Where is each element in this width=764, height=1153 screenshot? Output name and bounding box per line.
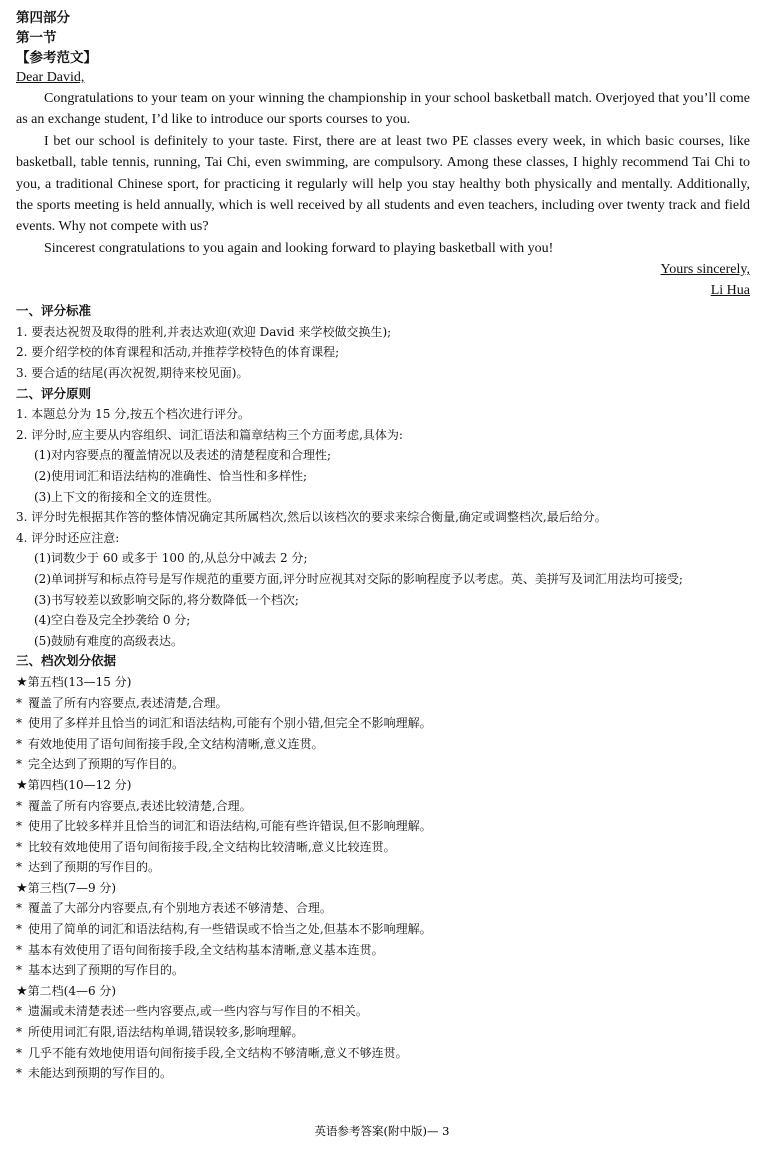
principle-subitem: (1)对内容要点的覆盖情况以及表述的清楚程度和合理性; xyxy=(34,448,332,463)
asterisk-icon: * xyxy=(16,942,22,957)
principle-subitem: (2)使用词汇和语法结构的准确性、恰当性和多样性; xyxy=(34,469,308,483)
star-icon: ★ xyxy=(16,777,28,793)
asterisk-icon: * xyxy=(16,1045,22,1060)
star-icon: ★ xyxy=(16,983,28,999)
asterisk-icon: * xyxy=(16,798,22,813)
tier-heading xyxy=(16,981,750,1002)
principle-subitem: (2)单词拼写和标点符号是写作规范的重要方面,评分时应视其对交际的影响程度予以考虑。英、美拼写及词汇用法均可接受; xyxy=(34,571,683,586)
principle-item: 1. 本题总分为 15 分,按五个档次进行评分。 xyxy=(16,407,250,422)
star-icon: ★ xyxy=(16,674,28,690)
principle-subitem: (3)书写较差以致影响交际的,将分数降低一个档次; xyxy=(34,592,299,607)
tier-point xyxy=(16,693,750,714)
tier-point-text: 使用了多样并且恰当的词汇和语法结构,可能有个别小错,但完全不影响理解。 xyxy=(28,716,432,731)
principle-subitem: (3)上下文的衔接和全文的连贯性。 xyxy=(34,489,219,504)
tier-point xyxy=(16,734,750,755)
tier-label: 第五档(13—15 分) xyxy=(27,674,132,689)
tier-point-text: 覆盖了所有内容要点,表述比较清楚,合理。 xyxy=(28,798,252,813)
letter-signature: Li Hua xyxy=(710,283,750,299)
asterisk-icon: * xyxy=(16,860,22,875)
tier-point xyxy=(16,816,750,837)
asterisk-icon: * xyxy=(16,695,22,710)
asterisk-icon: * xyxy=(16,716,22,731)
tier-heading xyxy=(16,672,750,693)
tier-label: 第四档(10—12 分) xyxy=(27,777,132,792)
model-essay-heading: 【参考范文】 xyxy=(16,50,97,66)
tier-point-text: 遗漏或未清楚表述一些内容要点,或一些内容与写作目的不相关。 xyxy=(28,1004,368,1019)
tier-point-text: 使用了简单的词汇和语法结构,有一些错误或不恰当之处,但基本不影响理解。 xyxy=(28,922,432,937)
tier-point-text: 有效地使用了语句间衔接手段,全文结构清晰,意义连贯。 xyxy=(28,736,324,751)
star-icon: ★ xyxy=(16,880,28,896)
tiers-title: 三、档次划分依据 xyxy=(16,653,117,669)
tier-point-text: 使用了比较多样并且恰当的词汇和语法结构,可能有些许错误,但不影响理解。 xyxy=(28,819,432,834)
tier-point xyxy=(16,796,750,817)
tier-point xyxy=(16,919,750,940)
letter-signature-line xyxy=(16,280,750,301)
tier-label: 第三档(7—9 分) xyxy=(27,880,117,895)
tier-point xyxy=(16,1001,750,1022)
tier-point xyxy=(16,1043,750,1064)
tier-point-text: 所使用词汇有限,语法结构单调,错误较多,影响理解。 xyxy=(28,1025,304,1040)
asterisk-icon: * xyxy=(16,1025,22,1040)
asterisk-icon: * xyxy=(16,963,22,978)
tier-point xyxy=(16,1063,750,1084)
principle-subitem: (5)鼓励有难度的高级表达。 xyxy=(34,633,183,648)
letter-paragraph: Sincerest congratulations to you again and looking forward to playing basketball with you! xyxy=(44,240,554,256)
tier-heading xyxy=(16,775,750,796)
tier-point xyxy=(16,857,750,878)
asterisk-icon: * xyxy=(16,1066,22,1081)
tier-point-text: 几乎不能有效地使用语句间衔接手段,全文结构不够清晰,意义不够连贯。 xyxy=(28,1045,408,1060)
tier-point xyxy=(16,754,750,775)
part-heading: 第四部分 xyxy=(16,10,70,26)
asterisk-icon: * xyxy=(16,839,22,854)
asterisk-icon: * xyxy=(16,922,22,937)
letter-paragraph: Congratulations to your team on your winning the championship in your school basketball match. Overjoyed that you’ll come as an exchange student, I’d like to introduce our sports courses to you. xyxy=(16,91,750,128)
asterisk-icon: * xyxy=(16,757,22,772)
asterisk-icon: * xyxy=(16,819,22,834)
letter-closing-line xyxy=(16,259,750,280)
section-heading: 第一节 xyxy=(16,30,57,46)
criteria-item: 1. 要表达祝贺及取得的胜利,并表达欢迎(欢迎 David 来学校做交换生); xyxy=(16,324,392,339)
tier-point xyxy=(16,837,750,858)
principle-item: 3. 评分时先根据其作答的整体情况确定其所属档次,然后以该档次的要求来综合衡量,确定或调整档次,最后给分。 xyxy=(16,510,607,525)
tier-point-text: 比较有效地使用了语句间衔接手段,全文结构比较清晰,意义比较连贯。 xyxy=(28,839,396,854)
tier-point xyxy=(16,940,750,961)
tier-label: 第二档(4—6 分) xyxy=(27,983,117,998)
asterisk-icon: * xyxy=(16,736,22,751)
tier-point-text: 完全达到了预期的写作目的。 xyxy=(28,757,185,772)
principle-subitem: (1)词数少于 60 或多于 100 的,从总分中减去 2 分; xyxy=(34,551,308,566)
letter-salutation: Dear David, xyxy=(16,70,85,85)
criteria-item: 2. 要介绍学校的体育课程和活动,并推荐学校特色的体育课程; xyxy=(16,345,340,360)
tier-point xyxy=(16,960,750,981)
asterisk-icon: * xyxy=(16,1004,22,1019)
principles-title: 二、评分原则 xyxy=(16,385,92,401)
tier-point xyxy=(16,1022,750,1043)
tier-point xyxy=(16,713,750,734)
principle-subitem: (4)空白卷及完全抄袭给 0 分; xyxy=(34,613,191,628)
letter-closing: Yours sincerely, xyxy=(660,262,750,278)
tier-point-text: 达到了预期的写作目的。 xyxy=(28,860,161,875)
tier-point-text: 覆盖了大部分内容要点,有个别地方表述不够清楚、合理。 xyxy=(28,901,332,916)
tier-point-text: 覆盖了所有内容要点,表述清楚,合理。 xyxy=(28,695,228,710)
asterisk-icon: * xyxy=(16,901,22,916)
criteria-title: 一、评分标准 xyxy=(16,303,92,319)
page-footer: 英语参考答案(附中版)— 3 xyxy=(314,1124,450,1138)
tier-point xyxy=(16,898,750,919)
principle-item: 2. 评分时,应主要从内容组织、词汇语法和篇章结构三个方面考虑,具体为: xyxy=(16,427,403,442)
principle-item: 4. 评分时还应注意: xyxy=(16,530,120,545)
tier-point-text: 基本达到了预期的写作目的。 xyxy=(28,963,185,978)
tier-point-text: 基本有效使用了语句间衔接手段,全文结构基本清晰,意义基本连贯。 xyxy=(28,942,384,957)
letter-paragraph: I bet our school is definitely to your taste. First, there are at least two PE classes every week, in which basic courses, like basketball, table tennis, running, Tai Chi, even swimming, are compulsory. Among these classes, I highly recommend Tai Chi to you, a traditional Chinese sport, for practicing it regularly will help you stay healthy both physically and mentally. Additionally, the sports meeting is held annually, which is well received by all students and even teachers, including over twenty track and field events. Why not compete with us? xyxy=(16,133,750,235)
tier-point-text: 未能达到预期的写作目的。 xyxy=(28,1066,173,1081)
criteria-item: 3. 要合适的结尾(再次祝贺,期待来校见面)。 xyxy=(16,366,249,381)
tier-heading xyxy=(16,878,750,899)
